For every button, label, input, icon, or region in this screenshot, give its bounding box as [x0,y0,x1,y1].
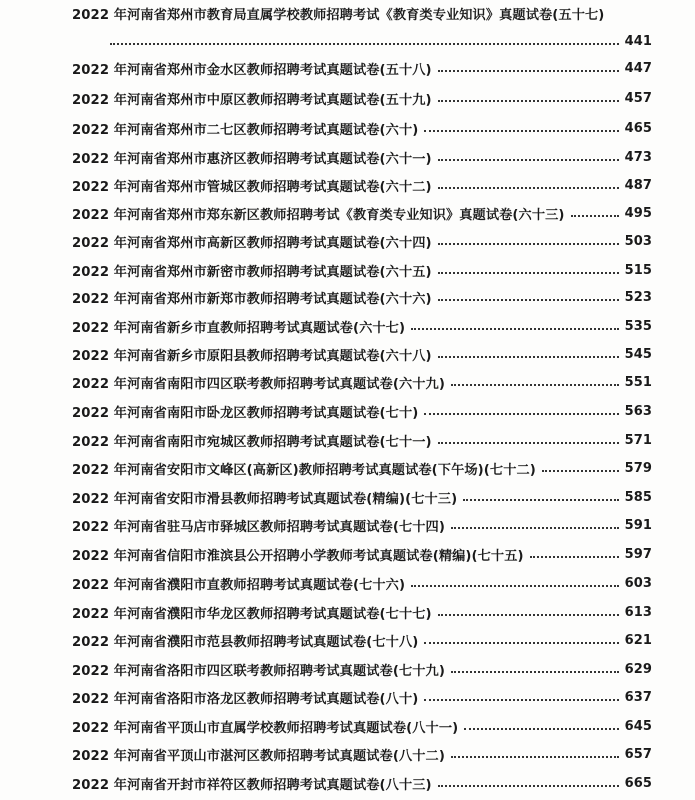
dot-leader [530,556,619,558]
dot-leader [438,159,619,161]
dot-leader [451,671,619,673]
toc-entry-page: 523 [624,289,652,305]
toc-entry[interactable] [72,429,652,451]
toc-entry-title: 2022 年河南省郑州市高新区教师招聘考试真题试卷(六十四) [72,235,432,251]
toc-entry-page: 447 [624,60,652,76]
toc-entry-title: 2022 年河南省洛阳市洛龙区教师招聘考试真题试卷(八十) [72,691,419,707]
toc-entry[interactable] [72,715,652,737]
toc-entry-continuation[interactable] [110,30,652,52]
dot-leader [463,499,618,501]
toc-entry-title: 2022 年河南省南阳市四区联考教师招聘考试真题试卷(六十九) [72,376,445,392]
toc-entry-page: 645 [624,718,652,734]
toc-entry-title: 2022 年河南省新乡市直教师招聘考试真题试卷(六十七) [72,320,406,336]
toc-entry[interactable] [72,658,652,680]
toc-entry[interactable] [72,146,652,168]
toc-entry[interactable] [72,486,652,508]
toc-entry-page: 503 [624,233,652,249]
dot-leader [451,527,619,529]
toc-entry[interactable] [72,772,652,794]
toc-entry-title: 2022 年河南省郑州市新密市教师招聘考试真题试卷(六十五) [72,264,432,280]
toc-entry[interactable] [72,629,652,651]
toc-entry-page: 613 [624,604,652,620]
toc-entry-title: 2022 年河南省郑州市郑东新区教师招聘考试《教育类专业知识》真题试卷(六十三) [72,207,565,223]
toc-entry[interactable] [72,371,652,393]
toc-entry-page: 571 [624,432,652,448]
toc-entry[interactable] [72,686,652,708]
toc-entry[interactable] [72,315,652,337]
toc-entry-title: 2022 年河南省郑州市二七区教师招聘考试真题试卷(六十) [72,122,419,138]
dot-leader [451,756,619,758]
toc-entry[interactable] [72,117,652,139]
toc-entry-page: 597 [624,546,652,562]
dot-leader [438,70,619,72]
toc-entry-page: 457 [624,90,652,106]
toc-entry[interactable] [72,343,652,365]
toc-entry[interactable] [72,572,652,594]
dot-leader [438,442,619,444]
toc-entry-title: 2022 年河南省平顶山市湛河区教师招聘考试真题试卷(八十二) [72,748,445,764]
toc-entry-title: 2022 年河南省平顶山市直属学校教师招聘考试真题试卷(八十一) [72,720,459,736]
dot-leader [438,100,619,102]
toc-entry-title: 2022 年河南省郑州市教育局直属学校教师招聘考试《教育类专业知识》真题试卷(五十七) [72,7,605,23]
toc-entry-title: 2022 年河南省濮阳市华龙区教师招聘考试真题试卷(七十七) [72,606,432,622]
dot-leader [438,614,619,616]
dot-leader [424,413,618,415]
toc-entry-title: 2022 年河南省开封市祥符区教师招聘考试真题试卷(八十三) [72,777,432,793]
toc-entry-page: 665 [624,775,652,791]
dot-leader [451,384,619,386]
dot-leader [571,215,619,217]
toc-entry-title: 2022 年河南省郑州市管城区教师招聘考试真题试卷(六十二) [72,179,432,195]
toc-entry[interactable] [72,174,652,196]
toc-entry-title: 2022 年河南省郑州市中原区教师招聘考试真题试卷(五十九) [72,92,432,108]
toc-entry-page: 579 [624,460,652,476]
toc-entry-title: 2022 年河南省郑州市惠济区教师招聘考试真题试卷(六十一) [72,151,432,167]
toc-entry-title: 2022 年河南省新乡市原阳县教师招聘考试真题试卷(六十八) [72,348,432,364]
toc-entry[interactable] [72,457,652,479]
toc-entry[interactable] [72,543,652,565]
toc-entry-title: 2022 年河南省驻马店市驿城区教师招聘考试真题试卷(七十四) [72,519,445,535]
toc-entry-page: 535 [624,318,652,334]
toc-entry[interactable] [72,230,652,252]
toc-entry[interactable] [72,743,652,765]
toc-entry-page: 637 [624,689,652,705]
dot-leader [438,785,619,787]
dot-leader [424,130,618,132]
toc-entry-title: 2022 年河南省安阳市文峰区(高新区)教师招聘考试真题试卷(下午场)(七十二) [72,462,536,478]
toc-entry-page: 487 [624,177,652,193]
toc-entry[interactable] [72,514,652,536]
toc-entry-page: 621 [624,632,652,648]
toc-entry-page: 465 [624,120,652,136]
toc-entry-page: 585 [624,489,652,505]
toc-entry-page: 551 [624,374,652,390]
toc-entry[interactable] [72,202,652,224]
dot-leader [438,187,619,189]
toc-entry-title: 2022 年河南省南阳市卧龙区教师招聘考试真题试卷(七十) [72,405,419,421]
dot-leader [438,272,619,274]
toc-entry-page: 441 [624,33,652,49]
toc-entry-page: 515 [624,262,652,278]
dot-leader [411,585,618,587]
toc-entry-page: 603 [624,575,652,591]
toc-entry[interactable] [72,259,652,281]
dot-leader [110,43,619,45]
toc-entry-page: 629 [624,661,652,677]
toc-entry-page: 657 [624,746,652,762]
toc-entry-title: 2022 年河南省濮阳市直教师招聘考试真题试卷(七十六) [72,577,406,593]
toc-entry[interactable] [72,601,652,623]
toc-entry-title: 2022 年河南省南阳市宛城区教师招聘考试真题试卷(七十一) [72,434,432,450]
toc-entry-title: 2022 年河南省濮阳市范县教师招聘考试真题试卷(七十八) [72,634,419,650]
toc-entry-title: 2022 年河南省洛阳市四区联考教师招聘考试真题试卷(七十九) [72,663,445,679]
dot-leader [464,728,618,730]
toc-entry-page: 473 [624,149,652,165]
toc-entry-page: 545 [624,346,652,362]
toc-entry[interactable] [72,87,652,109]
toc-entry-page: 495 [624,205,652,221]
dot-leader [424,699,618,701]
dot-leader [542,470,619,472]
toc-entry[interactable] [72,286,652,308]
toc-entry-title: 2022 年河南省安阳市滑县教师招聘考试真题试卷(精编)(七十三) [72,491,458,507]
dot-leader [424,642,618,644]
toc-entry[interactable] [72,400,652,422]
toc-entry-title: 2022 年河南省郑州市金水区教师招聘考试真题试卷(五十八) [72,62,432,78]
dot-leader [438,299,619,301]
toc-entry-page: 563 [624,403,652,419]
dot-leader [411,328,618,330]
dot-leader [438,243,619,245]
dot-leader [438,356,619,358]
toc-entry-title: 2022 年河南省郑州市新郑市教师招聘考试真题试卷(六十六) [72,291,432,307]
toc-entry-page: 591 [624,517,652,533]
toc-entry[interactable] [72,57,652,79]
toc-entry-title: 2022 年河南省信阳市淮滨县公开招聘小学教师考试真题试卷(精编)(七十五) [72,548,524,564]
toc-entry[interactable] [72,2,652,24]
